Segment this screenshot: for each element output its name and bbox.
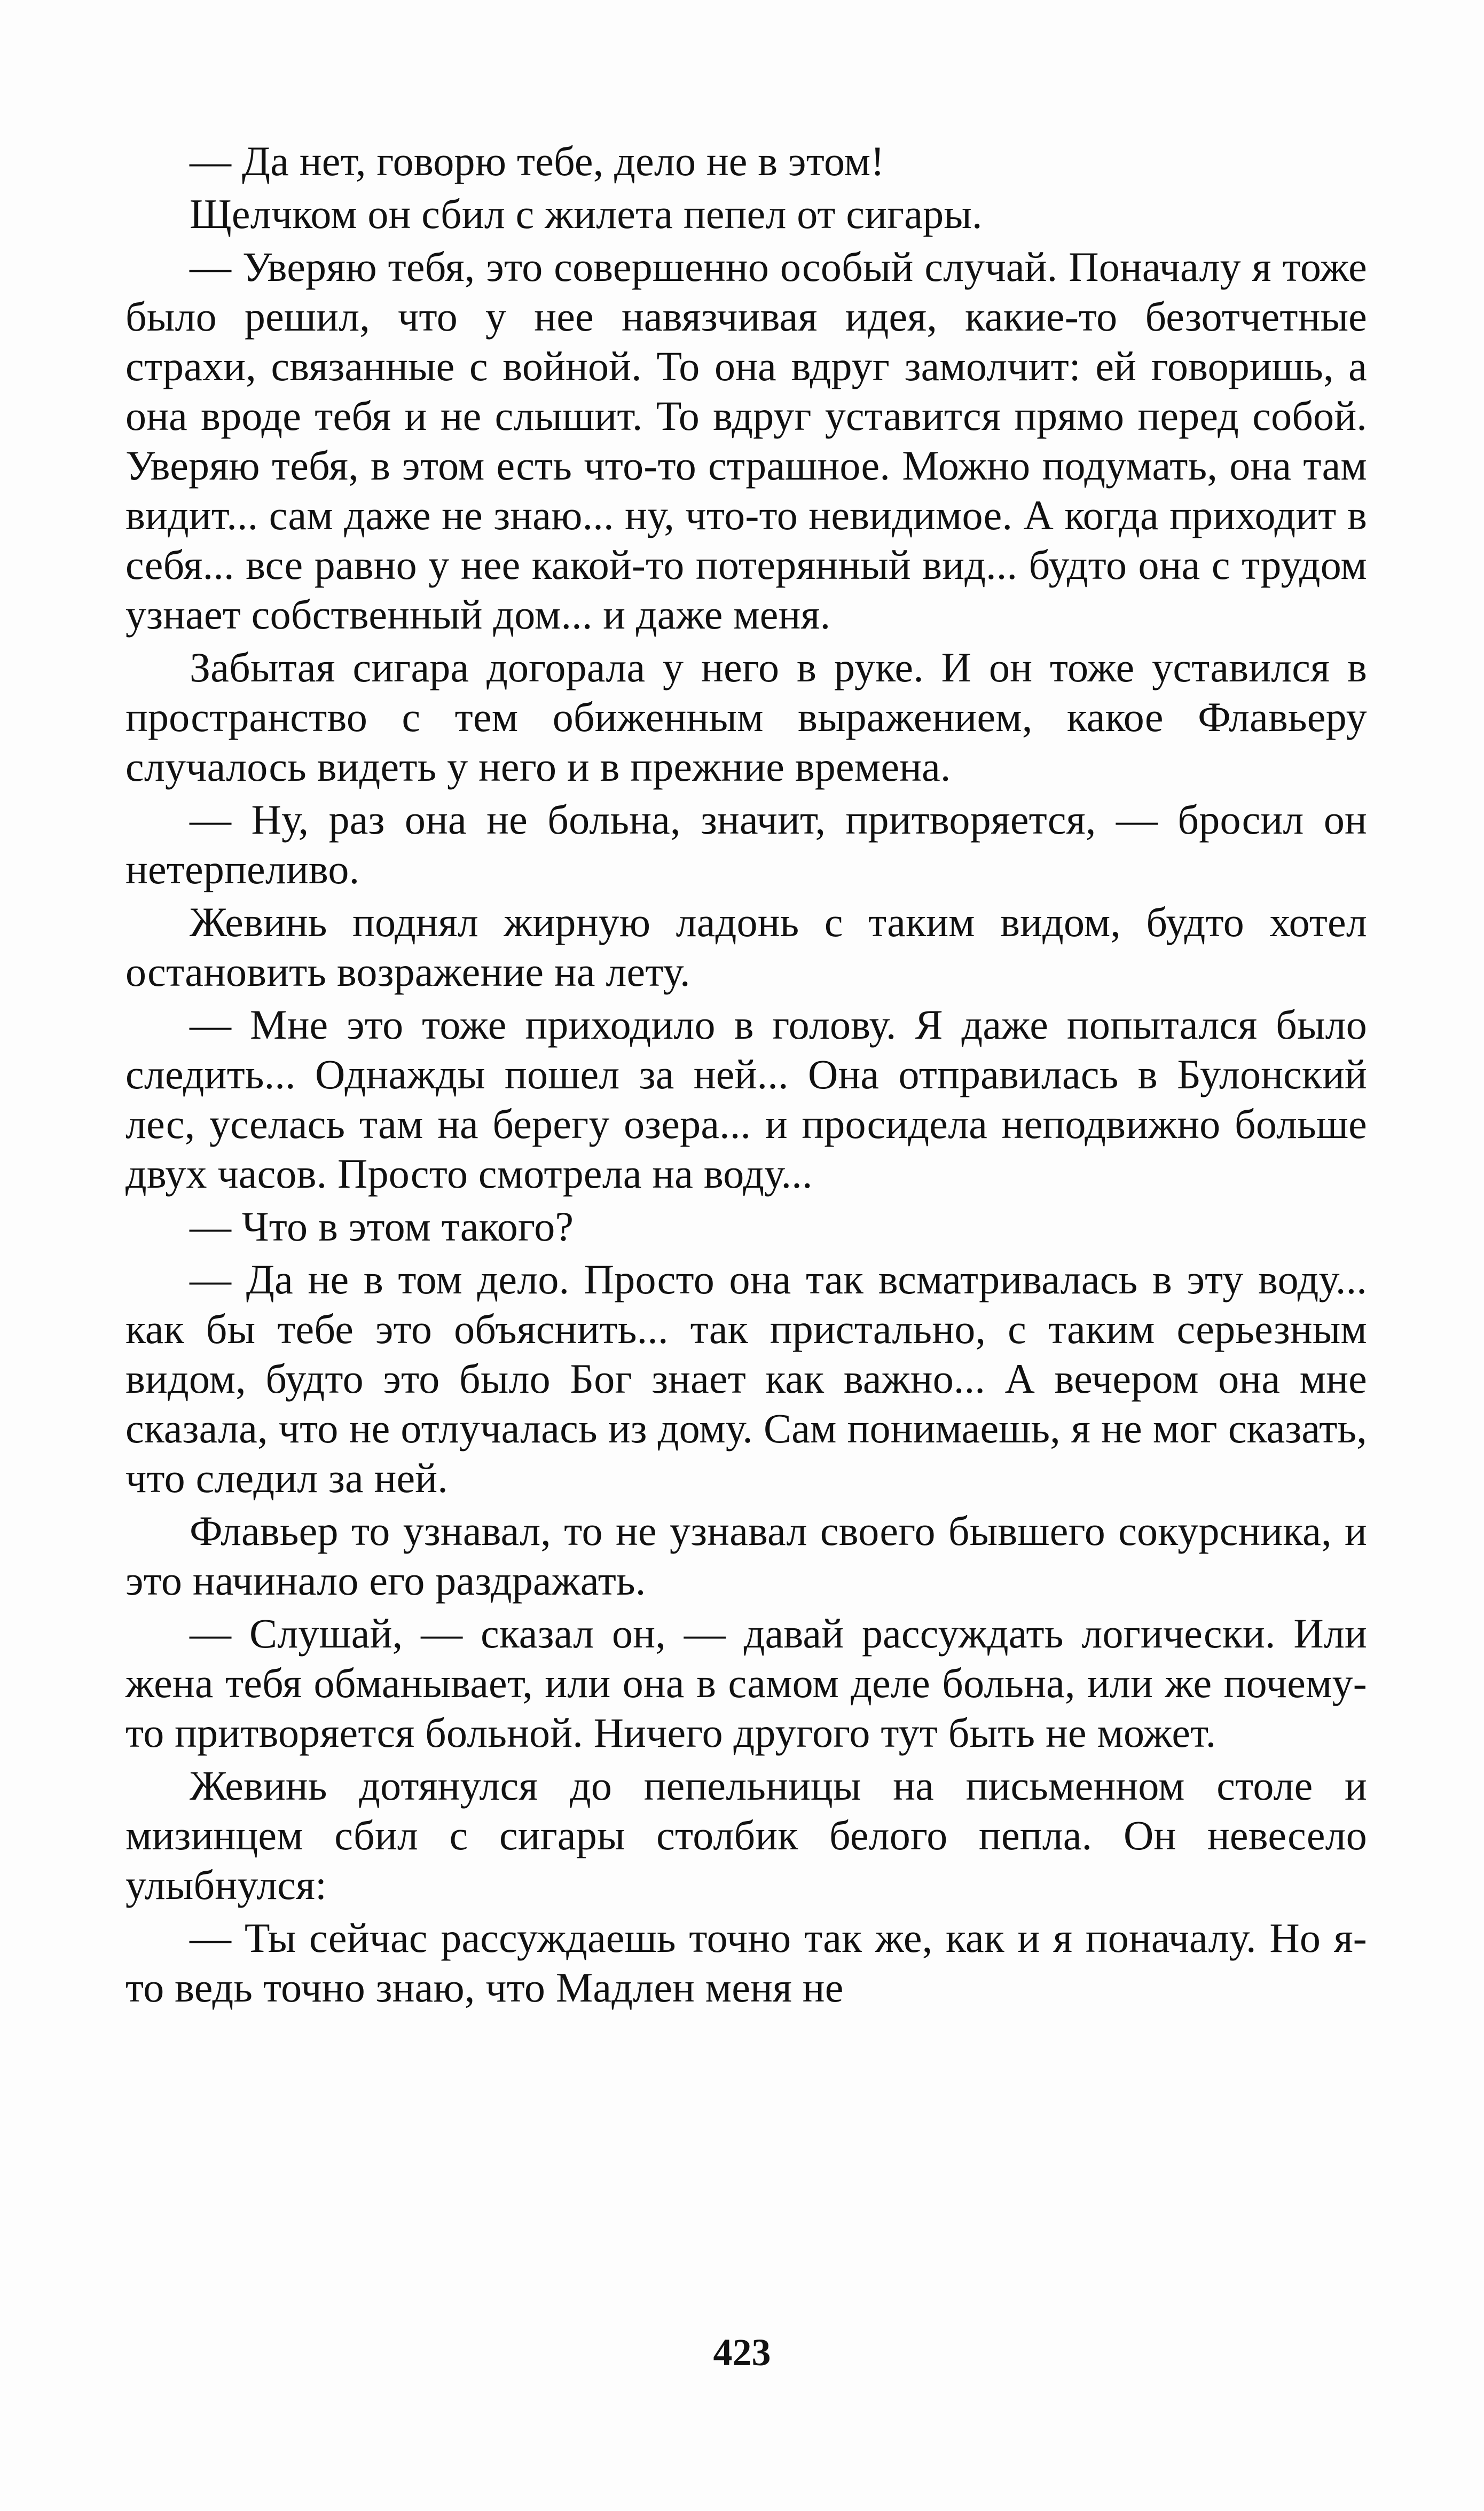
paragraph-12: Жевинь дотянулся до пепельницы на письменном столе и мизинцем сбил с сигары столбик белого пепла. Он невесело улыбнулся:: [125, 1762, 1367, 1908]
page-number: 423: [713, 2331, 771, 2374]
paragraph-4: Забытая сигара догорала у него в руке. И он тоже уставился в пространство с тем обиженным выражением, какое Флавьеру случалось видеть у него и в прежние времена.: [125, 644, 1367, 790]
paragraph-6: Жевинь поднял жирную ладонь с таким видом, будто хотел остановить возражение на лету.: [125, 899, 1367, 995]
paragraph-5: — Ну, раз она не больна, значит, притворяется, — бросил он нетерпеливо.: [125, 796, 1367, 892]
paragraph-7: — Мне это тоже приходило в голову. Я даже попытался было следить... Однажды пошел за ней... Она отправилась в Булонский лес, уселась там на берегу озера... и просидела неподвижно больше двух часов. Просто смотрела на воду...: [125, 1001, 1367, 1197]
page-text: [125, 136, 1367, 2012]
paragraph-1: — Да нет, говорю тебе, дело не в этом!: [190, 138, 885, 184]
paragraph-13: — Ты сейчас рассуждаешь точно так же, как и я поначалу. Но я-то ведь точно знаю, что Мадлен меня не: [125, 1914, 1367, 2011]
paragraph-9: — Да не в том дело. Просто она так всматривалась в эту воду... как бы тебе это объяснить... так пристально, с таким серьезным видом, будто это было Бог знает как важно... А вечером она мне сказала, что не отлучалась из дому. Сам понимаешь, я не мог сказать, что следил за ней.: [125, 1256, 1367, 1501]
paragraph-10: Флавьер то узнавал, то не узнавал своего бывшего сокурсника, и это начинало его раздражать.: [125, 1508, 1367, 1604]
paragraph-2: Щелчком он сбил с жилета пепел от сигары.: [190, 191, 983, 237]
paragraph-3: — Уверяю тебя, это совершенно особый случай. Поначалу я тоже было решил, что у нее навязчивая идея, какие-то безотчетные страхи, связанные с войной. То она вдруг замолчит: ей говоришь, а она вроде тебя и не слышит. То вдруг уставится прямо перед собой. Уверяю тебя, в этом есть что-то страшное. Можно подумать, она там видит... сам даже не знаю... ну, что-то невидимое. А когда приходит в себя... все равно у нее какой-то потерянный вид... будто она с трудом узнает собственный дом... и даже меня.: [125, 244, 1367, 638]
paragraph-8: — Что в этом такого?: [190, 1203, 574, 1250]
paragraph-11: — Слушай, — сказал он, — давай рассуждать логически. Или жена тебя обманывает, или она в самом деле больна, или же почему-то притворяется больной. Ничего другого тут быть не может.: [125, 1610, 1367, 1756]
